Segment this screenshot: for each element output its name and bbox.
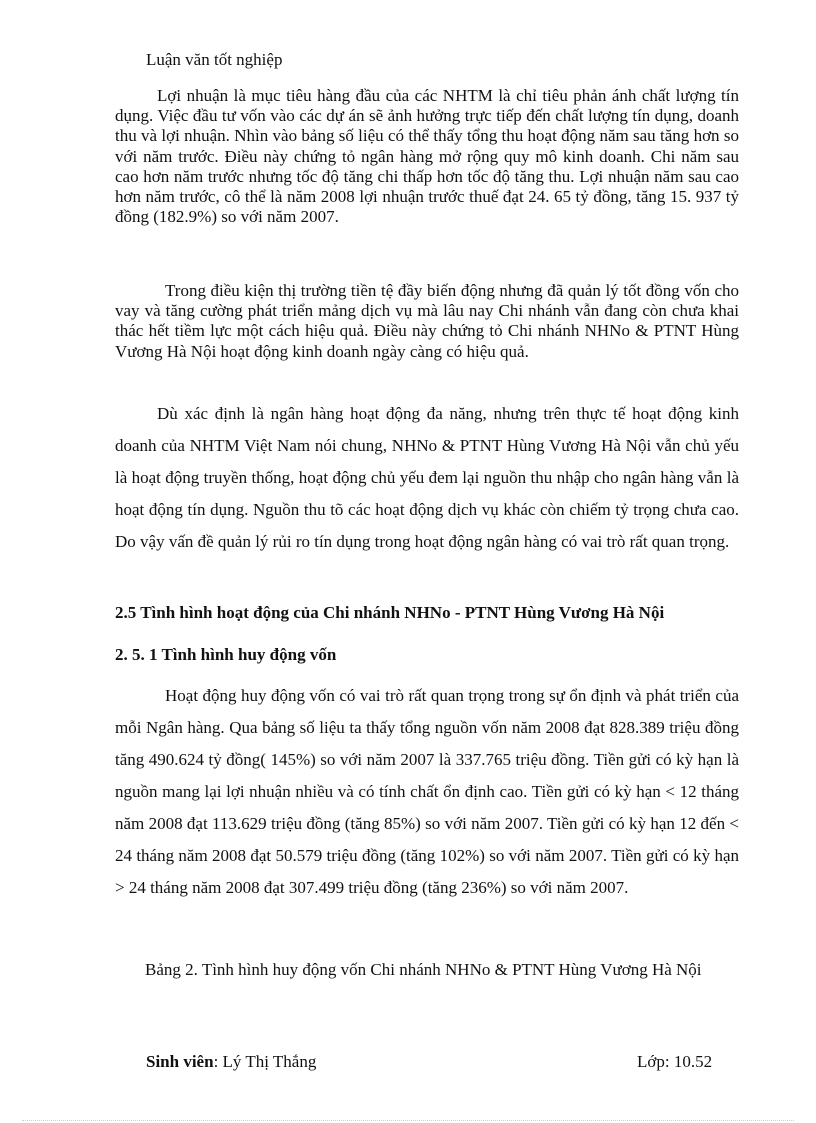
page-header: Luận văn tốt nghiệp bbox=[146, 50, 283, 69]
footer-student-label: Sinh viên bbox=[146, 1052, 214, 1071]
paragraph-credit-activity: Dù xác định là ngân hàng hoạt động đa năng, nhưng trên thực tế hoạt động kinh doanh của NHTM Việt Nam nói chung, NHNo & PTNT Hùng Vương Hà Nội vẫn chủ yếu là hoạt động truyền thống, hoạt động chủ yếu đem lại nguồn thu nhập cho ngân hàng vẫn là hoạt động tín dụng. Nguồn thu tõ các hoạt động dịch vụ khác còn chiếm tỷ trọng chưa cao. Do vậy vấn đề quản lý rủi ro tín dụng trong hoạt động ngân hàng có vai trò rất quan trọng. bbox=[115, 404, 739, 551]
footer-student bbox=[146, 1052, 316, 1072]
page-bottom-divider bbox=[22, 1120, 794, 1121]
paragraph-market-conditions: Trong điều kiện thị trường tiền tệ đầy biến động nhưng đã quản lý tốt đồng vốn cho vay và tăng cường phát triển mảng dịch vụ mà lâu nay Chi nhánh vẫn đang còn chưa khai thác hết tiềm lực một cách hiệu quả. Điều này chứng tỏ Chi nhánh NHNo & PTNT Hùng Vương Hà Nội hoạt động kinh doanh ngày càng có hiệu quả. bbox=[115, 281, 739, 361]
paragraph-profit: Lợi nhuận là mục tiêu hàng đầu của các NHTM là chỉ tiêu phản ánh chất lượng tín dụng. Việc đầu tư vốn vào các dự án sẽ ảnh hưởng trực tiếp đến chất lượng tín dụng, doanh thu và lợi nhuận. Nhìn vào bảng số liệu có thể thấy tổng thu hoạt động năm sau tăng hơn so với năm trước. Điều này chứng tỏ ngân hàng mở rộng quy mô kinh doanh. Chi năm sau cao hơn năm trước nhưng tốc độ tăng chi thấp hơn tốc độ tăng thu. Lợi nhuận năm sau cao hơn năm trước, cô thể là năm 2008 lợi nhuận trước thuế đạt 24. 65 tỷ đồng, tăng 15. 937 tỷ đồng (182.9%) so với năm 2007. bbox=[115, 86, 739, 227]
paragraph-capital-mobilization: Hoạt động huy động vốn có vai trò rất quan trọng trong sự ổn định và phát triển của mỗi Ngân hàng. Qua bảng số liệu ta thấy tổng nguồn vốn năm 2008 đạt 828.389 triệu đồng tăng 490.624 tỷ đồng( 145%) so với năm 2007 là 337.765 triệu đồng. Tiền gửi có kỳ hạn là nguồn mang lại lợi nhuận nhiều và có tính chất ổn định cao. Tiền gửi có kỳ hạn < 12 tháng năm 2008 đạt 113.629 triệu đồng (tăng 85%) so với năm 2007. Tiền gửi có kỳ hạn 12 đến < 24 tháng năm 2008 đạt 50.579 triệu đồng (tăng 102%) so với năm 2007. Tiền gửi có kỳ hạn > 24 tháng năm 2008 đạt 307.499 triệu đồng (tăng 236%) so với năm 2007. bbox=[115, 686, 739, 897]
section-heading-2-5: 2.5 Tình hình hoạt động của Chi nhánh NHNo - PTNT Hùng Vương Hà Nội bbox=[115, 603, 665, 622]
footer-class: Lớp: 10.52 bbox=[637, 1052, 713, 1071]
footer-student-name: : Lý Thị Thắng bbox=[213, 1052, 317, 1071]
section-heading-2-5-1: 2. 5. 1 Tình hình huy động vốn bbox=[115, 645, 337, 664]
table-caption: Bảng 2. Tình hình huy động vốn Chi nhánh NHNo & PTNT Hùng Vương Hà Nội bbox=[145, 960, 702, 979]
